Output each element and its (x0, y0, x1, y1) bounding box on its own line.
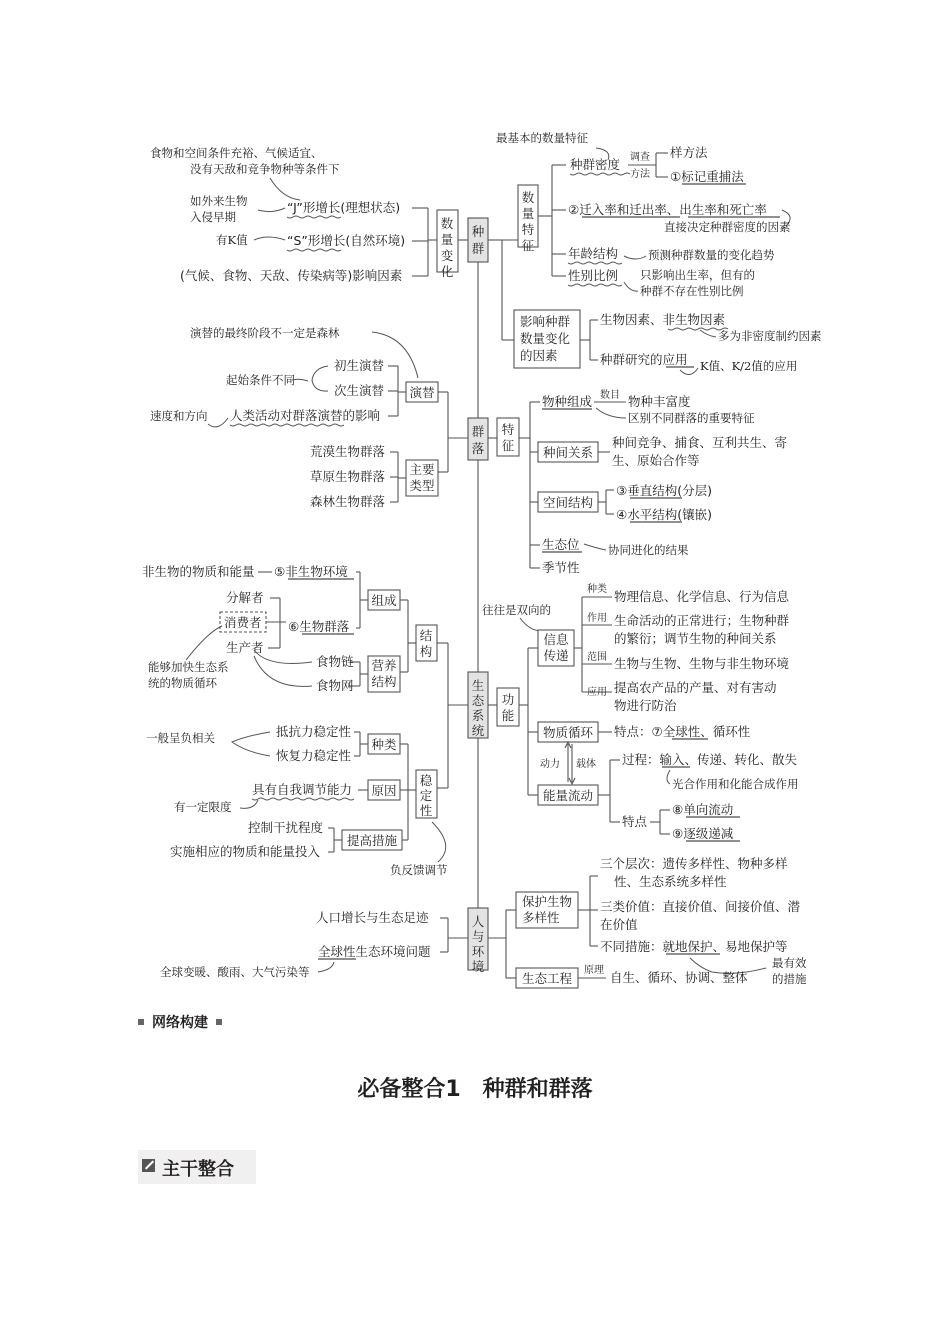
function-line-1: 功 (501, 692, 515, 707)
primary-succession: 初生演替 (334, 358, 385, 373)
age-structure-label: 年龄结构 (568, 246, 619, 261)
mark-recapture-method: ①标记重捕法 (670, 169, 744, 184)
info-kinds: 物理信息、化学信息、行为信息 (614, 589, 790, 604)
rates-label: ②迁入率和迁出率、出生率和死亡率 (568, 202, 767, 217)
square-bullet-icon (216, 1019, 222, 1025)
info-use-2: 物进行防治 (614, 698, 677, 713)
influence-box-line-2: 数量变化 (520, 331, 571, 346)
info-role-1: 生命活动的正常进行；生物种群 (614, 613, 790, 628)
info-use-label: 应用 (587, 687, 607, 698)
stability-line-2: 定 (419, 788, 433, 803)
info-line-1: 信息 (543, 632, 569, 647)
bio-factors-label: 生物因素、非生物因素 (600, 312, 726, 327)
biodiversity-line-1: 保护生物 (522, 894, 573, 909)
info-scope: 生物与生物、生物与非生物环境 (614, 656, 790, 671)
vertical-structure: ③垂直结构(分层) (616, 483, 712, 498)
hub-human-label: 人与环境 (471, 914, 485, 974)
cycle-note-1: 能够加快生态系 (148, 660, 229, 674)
energy-process: 过程：输入、传递、转化、散失 (622, 752, 798, 767)
kind-label: 种类 (371, 737, 397, 752)
composition-label: 组成 (371, 593, 397, 608)
population-growth: 人口增长与生态足迹 (316, 910, 429, 925)
quadrat-method: 样方法 (670, 145, 708, 160)
biodiversity-measures: 不同措施：就地保护、易地保护等 (600, 939, 788, 954)
j-growth-label: “J”形增长(理想状态) (287, 200, 401, 215)
info-role-label: 作用 (587, 613, 607, 624)
biodiversity-values-1: 三类价值：直接价值、间接价值、潜 (600, 899, 801, 914)
energy-flow-label: 能量流动 (542, 788, 594, 803)
species-composition: 物种组成 (542, 394, 593, 409)
influence-box-line-1: 影响种群 (520, 314, 571, 329)
density-label: 种群密度 (570, 157, 621, 172)
speed-direction-note: 速度和方向 (150, 409, 208, 423)
energy-feature-label: 特点 (622, 814, 648, 829)
seasonality-label: 季节性 (542, 560, 580, 575)
quantity-feature-label: 数量特征 (521, 190, 535, 253)
k-application-note: K值、K/2值的应用 (700, 359, 798, 373)
measures-label: 提高措施 (346, 833, 398, 848)
composition-note: 区别不同群落的重要特征 (628, 411, 755, 425)
survey-label-1: 调查 (630, 152, 650, 163)
forest-community: 森林生物群落 (310, 494, 386, 509)
carrier-label: 载体 (576, 759, 596, 770)
self-regulation: 具有自我调节能力 (252, 782, 353, 797)
j-curve-note-1: 食物和空间条件充裕、气候适宜、 (150, 146, 323, 160)
global-issues-note: 全球变暖、酸雨、大气污染等 (160, 965, 310, 979)
forest-note: 演替的最终阶段不一定是森林 (190, 326, 340, 340)
info-kinds-label: 种类 (587, 584, 607, 595)
structure-line-1: 结 (419, 628, 433, 643)
invasion-note-1: 如外来生物 (190, 194, 248, 208)
eco-principles: 自生、循环、协调、整体 (610, 970, 748, 985)
quantity-change-label: 数量变化 (440, 216, 454, 279)
hub-ecosystem-label: 生态系统 (471, 678, 485, 738)
stability-line-3: 性 (419, 803, 433, 818)
structure-line-2: 构 (419, 644, 433, 659)
sex-note-1: 只影响出生率，但有的 (640, 268, 755, 282)
page-title: 必备整合1 种群和群落 (357, 1077, 593, 1102)
info-role-2: 的繁衍；调节生物的种间关系 (614, 631, 777, 646)
j-curve-note-2: 没有天敌和竞争物种等条件下 (190, 162, 340, 176)
pencil-icon (142, 1159, 155, 1172)
stability-line-1: 稳 (419, 773, 433, 788)
biotic-community: ⑥生物群落 (288, 619, 350, 634)
global-issues: 全球性生态环境问题 (318, 944, 431, 959)
matter-cycle-label: 物质循环 (542, 725, 594, 740)
number-label: 数目 (600, 390, 620, 401)
species-richness: 物种丰富度 (628, 394, 691, 409)
function-line-2: 能 (501, 708, 515, 723)
bidirectional-note: 往往是双向的 (482, 603, 551, 617)
photosynthesis-note: 光合作用和化能合成作用 (672, 777, 799, 791)
biodiversity-values-2: 在价值 (600, 917, 638, 932)
info-scope-label: 范围 (587, 652, 607, 663)
start-condition-note: 起始条件不同 (226, 373, 295, 387)
influence-box-line-3: 的因素 (520, 348, 558, 363)
succession-label: 演替 (409, 385, 435, 400)
abiotic-lead: 非生物的物质和能量 (142, 564, 255, 579)
hub-community-label: 群落 (471, 424, 485, 456)
info-use-1: 提高农产品的产量、对有害动 (614, 680, 777, 695)
feature-line-2: 征 (501, 438, 515, 453)
desert-community: 荒漠生物群落 (310, 444, 386, 459)
food-web: 食物网 (316, 678, 354, 693)
cause-label: 原因 (371, 783, 397, 798)
s-growth-label: “S”形增长(自然环境) (287, 233, 406, 248)
horizontal-structure: ④水平结构(镶嵌) (616, 507, 712, 522)
application-label: 种群研究的应用 (600, 352, 688, 367)
trophic-line-1: 营养 (371, 658, 397, 673)
consumer-label: 消费者 (224, 615, 262, 630)
biodiversity-levels-1: 三个层次：遗传多样性、物种多样 (600, 856, 788, 871)
producer-label: 生产者 (226, 640, 264, 655)
resistance-stability: 抵抗力稳定性 (276, 724, 352, 739)
eco-engineering-label: 生态工程 (521, 971, 573, 986)
gradual-decrease: ⑨逐级递减 (672, 826, 734, 841)
resilience-stability: 恢复力稳定性 (276, 748, 352, 763)
matter-feature: 特点：⑦全球性、循环性 (614, 724, 751, 739)
material-input: 实施相应的物质和能量投入 (170, 844, 321, 859)
limit-note: 有一定限度 (174, 800, 232, 814)
rates-note: 直接决定种群密度的因素 (664, 220, 791, 234)
principle-label: 原理 (584, 965, 604, 976)
relations-detail-2: 生、原始合作等 (612, 453, 700, 468)
human-impact-label: 人类活动对群落演替的影响 (230, 408, 381, 423)
influence-factors-label: (气候、食物、天敌、传染病等)影响因素 (180, 268, 403, 283)
negative-feedback-note: 负反馈调节 (390, 863, 448, 877)
control-disturbance: 控制干扰程度 (248, 820, 324, 835)
basic-feature-note: 最基本的数量特征 (496, 131, 588, 145)
subsection-heading (138, 1150, 256, 1184)
niche-note: 协同进化的结果 (608, 543, 689, 557)
survey-label-2: 方法 (630, 169, 650, 180)
one-way-flow: ⑧单向流动 (672, 802, 734, 817)
subsection-title: 主干整合 (162, 1159, 234, 1180)
niche-label: 生态位 (542, 537, 580, 552)
nondensity-note: 多为非密度制约因素 (718, 329, 822, 343)
grassland-community: 草原生物群落 (310, 469, 386, 484)
secondary-succession: 次生演替 (334, 383, 385, 398)
effective-note-2: 的措施 (772, 972, 807, 986)
food-chain: 食物链 (316, 654, 354, 669)
cycle-note-2: 统的物质循环 (148, 676, 217, 690)
power-label: 动力 (540, 759, 560, 770)
sex-ratio-label: 性别比例 (568, 268, 619, 283)
spatial-structure-label: 空间结构 (542, 495, 594, 510)
biodiversity-line-2: 多样性 (522, 910, 560, 925)
effective-note-1: 最有效 (772, 956, 807, 970)
species-relations-label: 种间关系 (542, 445, 594, 460)
main-types-line-2: 类型 (409, 478, 435, 493)
abiotic-environment: ⑤非生物环境 (274, 564, 348, 579)
age-note: 预测种群数量的变化趋势 (648, 248, 775, 262)
sex-note-2: 种群不存在性别比例 (640, 284, 744, 298)
section-label-text: 网络构建 (152, 1015, 208, 1031)
section-label (138, 1012, 222, 1032)
relations-detail-1: 种间竞争、捕食、互利共生、寄 (612, 435, 788, 450)
k-value-note: 有K值 (216, 233, 248, 247)
biodiversity-levels-2: 性、生态系统多样性 (614, 874, 727, 889)
trophic-line-2: 结构 (371, 674, 397, 689)
main-types-line-1: 主要 (409, 462, 435, 477)
negative-correlation-note: 一般呈负相关 (146, 731, 215, 745)
feature-line-1: 特 (501, 422, 515, 437)
hub-population-label: 种群 (471, 224, 485, 256)
info-line-2: 传递 (543, 648, 569, 663)
decomposer-label: 分解者 (226, 590, 264, 605)
square-bullet-icon (138, 1019, 144, 1025)
invasion-note-2: 入侵早期 (190, 210, 236, 224)
